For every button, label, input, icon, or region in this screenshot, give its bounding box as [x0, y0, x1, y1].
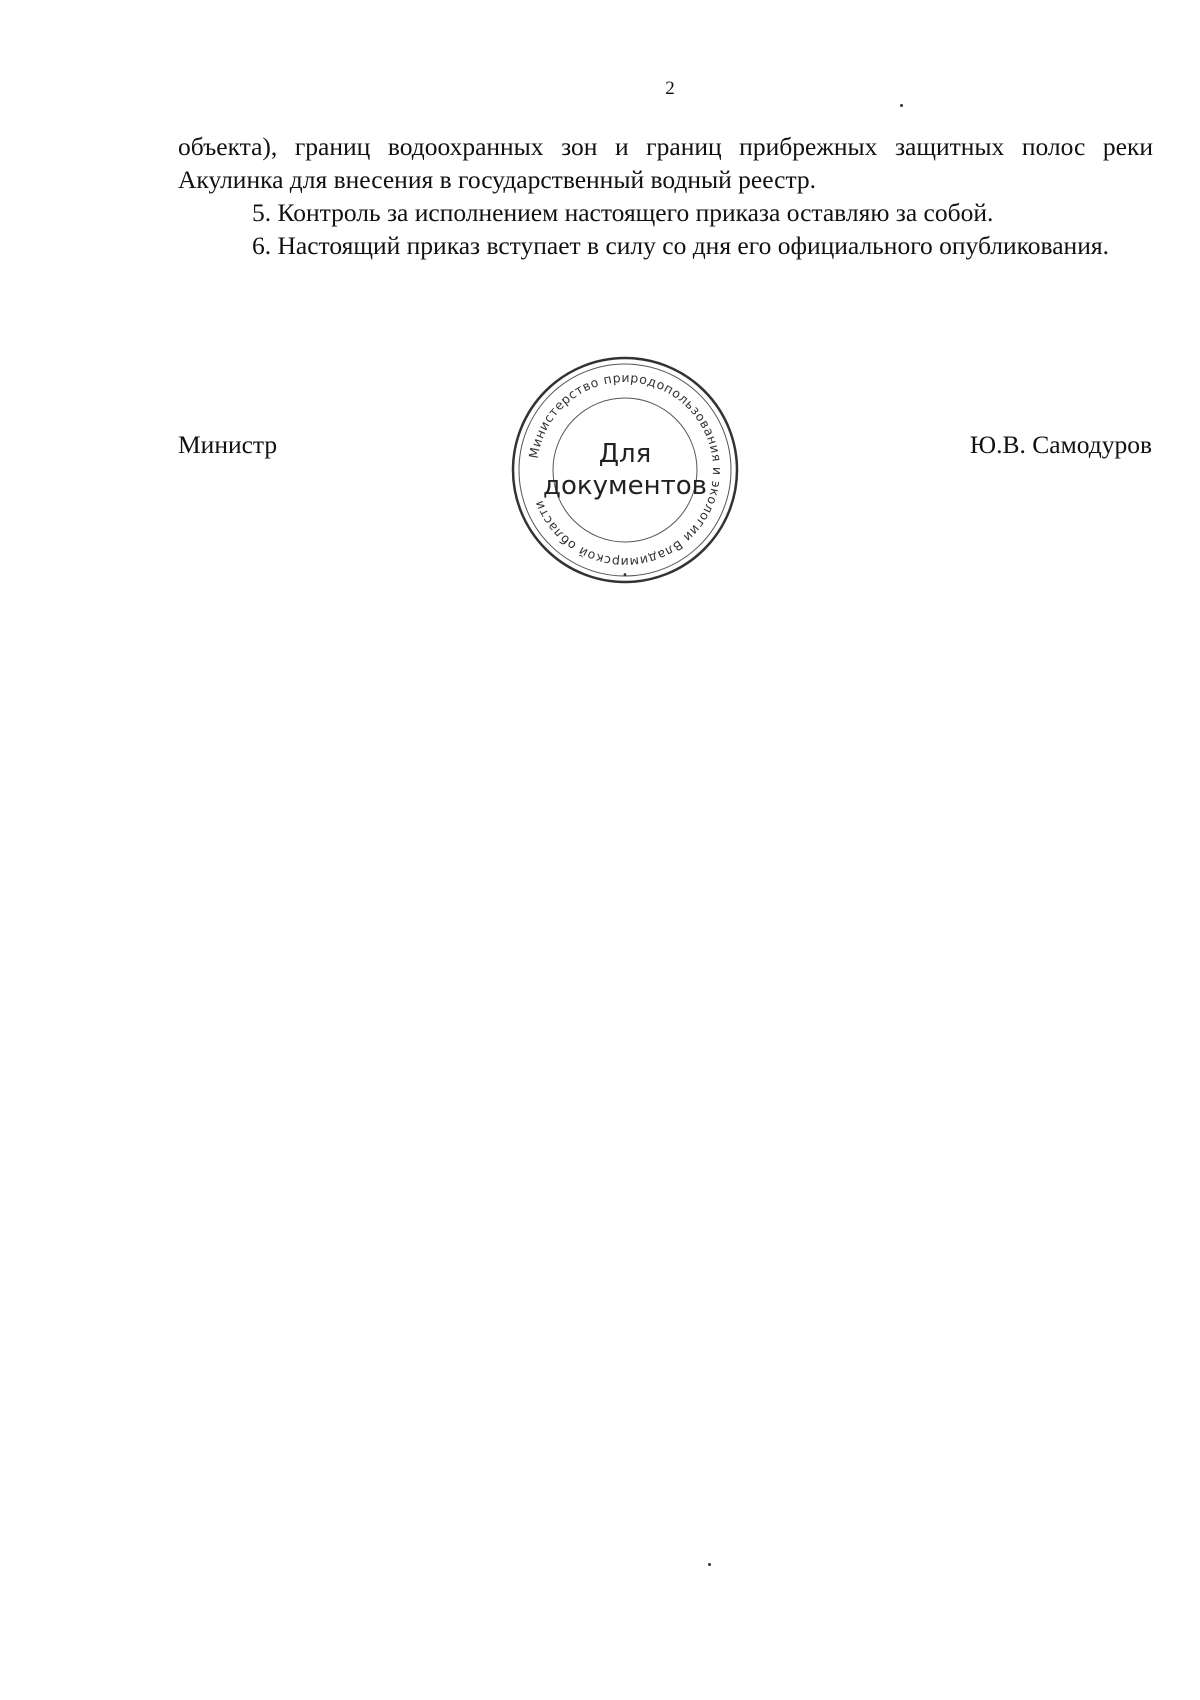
seal-center-text	[505, 350, 745, 590]
svg-text:Министерство природопользовани: Министерство природопользования и экологии Владимирской области	[525, 369, 726, 571]
paragraph-item-6: 6. Настоящий приказ вступает в силу со дня его официального опубликования.	[252, 231, 1109, 260]
seal-line-1: Для	[598, 439, 652, 469]
scan-speck	[708, 1563, 711, 1566]
seal-line-2: документов	[543, 471, 707, 501]
page-number: 2	[665, 78, 675, 99]
document-body	[178, 130, 1153, 262]
svg-text:•: •	[622, 570, 628, 581]
signatory-name: Ю.В. Самодуров	[969, 430, 1152, 459]
official-seal	[505, 350, 745, 590]
scan-speck	[900, 104, 903, 107]
signatory-title: Министр	[178, 430, 278, 459]
paragraph-item-5: 5. Контроль за исполнением настоящего приказа оставляю за собой.	[252, 198, 994, 227]
paragraph-continuation: объекта), границ водоохранных зон и границ прибрежных защитных полос реки Акулинка для внесения в государственный водный реестр.	[178, 132, 1153, 194]
